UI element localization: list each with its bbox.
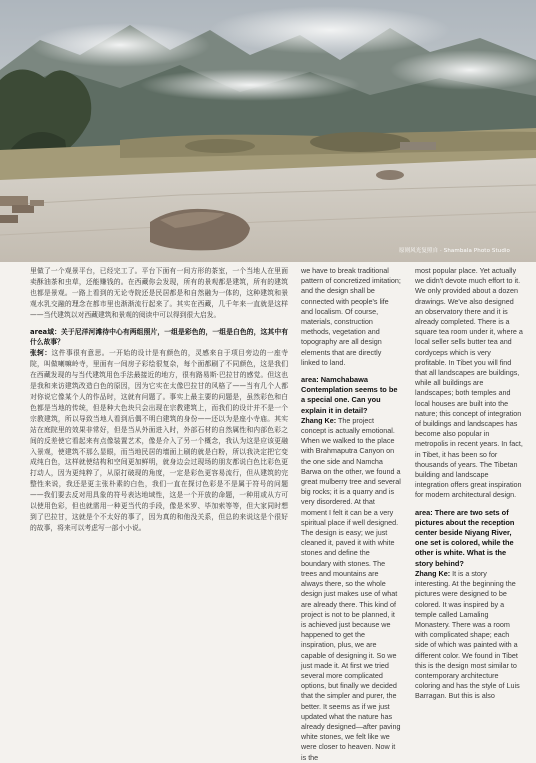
en-col2-intro: most popular place. Yet actually we didn't devote much effort to it. We only provided about a dozen drawings. We've also designed an observatory there and it is already completed. There is a square tea room under it, where a local seller sells butter tea and cordyceps which is very profitable. In Tibet you will find that all landscapes are buildings, while all buildings are landscapes; both temples and local houses are built into the nature; this concept of integration of buildings and landscapes has become also popular in metropolis in recent years. In fact, in Tibet, it has been so for thousands of years. The Tibetan building and landscape integration offers great inspiration for modern architectural design. — [415, 266, 523, 500]
cn-answer-speaker: 张轲： — [30, 349, 52, 358]
english-text-column-1 — [301, 266, 401, 762]
cn-intro-paragraph: 里做了一个观景平台，已经完工了。平台下面有一间方形的茶室，一个当地人在里面卖酥油茶和虫草，还能赚钱的。在西藏你会发现，所有的景观都是建筑，所有的建筑也都是景观。一路上看到的无论寺院还是民居都是和自然融为一体的，这种建筑和景观水乳交融的理念在都市里也渐渐流行起来了。其实在西藏，几千年来一直就是这样——当代建筑以对西藏建筑和景观的阅读中可以得到很大启发。 — [30, 267, 288, 319]
photo-caption: 原则风光复照自 · Shambala Photo Studio — [398, 248, 510, 254]
en-answer-text: The project concept is actually emotional. When we walked to the place with Brahmaputra Canyon on the one side and Namcha Barwa on the other, we found a great mulberry tree and several big rocks; it is a quarry and is very disordered. At that moment I felt it can be a very spiritual place if well designed. The design is easy; we just cleaned it, paved it with white stones and define the boundary with stones. The trees and mountains are always there, so the whole design just makes use of what are already there. This kind of project is not to be planned, it is achieved just because we happened to get the inspiration, plus, we are capable of designing it. So we just made it. At first we tried several more complicated options, but finally we decided that the simpler and purer, the better. It seems as if we just updated what the nature has already designed—after paving white stones, we felt like we were closer to heaven. Now it is the — [301, 415, 401, 762]
en-question-reception-center: area: There are two sets of pictures about the reception center beside Niyang River, one set is colored, while the other is white. What is the story behind? — [415, 507, 515, 568]
en-answer-text-2: It is a story interesting. At the beginning the pictures were designed to be colored. It was inspired by a temple called Lamaling Monastery. There was a room with complicated shape; each side of which was painted with a different color. We found in Tibet this is the design most similar to contemporary architecture coloring and has the style of Luis Barragan. But this is also — [415, 568, 520, 701]
en-col1-intro: we have to break traditional pattern of concretized imitation; and the design shall be connected with people's life and localism. Of course, materials, construction methods, vegetation and topography are all design elements that are directly linked to land. — [301, 266, 401, 367]
cn-answer-paragraph — [30, 348, 288, 533]
cn-answer-text: 这件事很有意思。一开始的设计是有颜色的，灵感来自于项目旁边的一座寺院，叫做喇嘛岭寺，里面有一间房子彩绘很复杂，每个面都刷了不同颜色，这是我们在西藏发现的与当代建筑用色手法最接近的地方，很有路易斯·巴拉甘的感觉。但这也是我和来访建筑改造白色的原因，因为它实在太像巴拉甘的风格了——当有几个人都对你说它像某个人的作品时，这就有问题了。事实上最主要的问题是，虽然彩色和白色都是当地的传统，但是种大色块只会出现在宗教建筑上，而我们的设计并不是一个宗教建筑，所以导致当地人看到后偶不明白建筑的身份——还以为是座小寺庙。其实站在庭院里的效果非常好，但是当从外面进入时，外部石材的自然属性和内部色彩之间的反差使它看起来有点像装置艺术，像是介入了另一个概念，我认为这是应该更融入景观，使建筑不那么显眼，而当地民居的墙面上刷的就是白粉，所以我决定把它变成纯白色，这样就使结构和空间更加鲜明，就身边会过现场的朋友都说白色比彩色更打动人，因为更纯粹了，从原打破现的角度，一定是彩色更容易流行，但从建筑的完整性来说，我还是更主张朴素的白色，我们一直在探讨色彩是不是属于符号的问题——我们要去反对用具象的符号表达地域性，这是一个开放的命题，一种用或从方可以使用色彩，但也就需用一种更当代的手段，像是米罗、毕加索等等，但大家同时想到了巴拉甘，这就是个不太好的事了，因为真的和他没关系，但总的来说这是个很好的故事，将来可以考虑写一部小小说。 — [30, 349, 289, 532]
landscape-illustration — [0, 0, 536, 262]
article-body — [0, 266, 536, 762]
en-answer-namchabawa — [301, 416, 401, 763]
chinese-text-column — [30, 266, 288, 700]
en-answer-speaker-2: Zhang Ke: — [415, 568, 451, 578]
en-question-namchabawa: area: Namchabawa Contemplation seems to be a special one. Can you explain it in detail? — [301, 375, 398, 415]
cn-question-reception-center: area域：关于尼洋河滩待中心有两组照片，一组是彩色的，一组是白色的，这其中有什么故事？ — [30, 327, 288, 347]
en-answer-reception-center — [415, 569, 523, 702]
en-answer-speaker: Zhang Ke: — [301, 415, 337, 425]
landscape-photo — [0, 0, 536, 262]
english-text-column-2 — [415, 266, 523, 700]
